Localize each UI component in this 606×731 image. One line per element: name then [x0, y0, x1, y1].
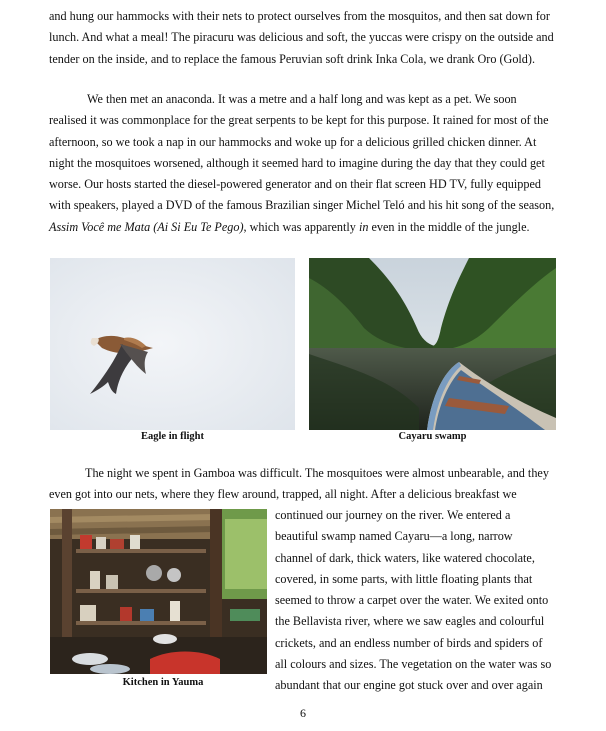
- paragraph-lunch: [49, 6, 557, 70]
- text-fragment: , which was apparently: [243, 219, 359, 234]
- text-line: the Bellavista river, where we saw eagles and colourful: [275, 614, 545, 629]
- text-line: even got into our nets, where they flew around, trapped, all night. After a delicious breakfast we: [49, 487, 517, 502]
- text-line: crickets, and an endless number of birds and spiders of: [275, 635, 543, 650]
- eagle-caption: Eagle in flight: [140, 431, 204, 442]
- emphasis-in: in: [358, 219, 369, 234]
- page-number: 6: [300, 706, 306, 720]
- text-line: abundant that our engine got stuck over and over again: [275, 678, 543, 693]
- paragraph-gamboa: [49, 463, 557, 506]
- text-line: channel of dark, thick waters, like watered chocolate,: [275, 550, 535, 565]
- paragraph-gamboa-wrap: [275, 505, 557, 697]
- text-fragment: even in the middle of the jungle.: [368, 219, 530, 234]
- text-line: worse. Our hosts started the diesel-powered generator and on their flat screen HD TV, fully equipped: [49, 177, 541, 192]
- text-line-last: [49, 217, 557, 238]
- swamp-photo: [309, 258, 556, 430]
- text-line: lunch. And what a meal! The piracuru was delicious and soft, the yuccas were crispy on the outside and: [49, 30, 554, 45]
- paragraph-anaconda: [49, 89, 557, 238]
- text-line: seemed to throw a carpet over the water. We exited onto: [275, 593, 549, 608]
- kitchen-caption: Kitchen in Yauma: [122, 677, 204, 688]
- text-line: night the mosquitoes worsened, although it seemed hard to imagine during the day that they could get: [49, 155, 545, 170]
- song-title: Assim Você me Mata (Ai Si Eu Te Pego): [49, 219, 244, 234]
- text-line: beautiful swamp named Cayaru—a long, narrow: [275, 529, 513, 544]
- text-line: tender on the inside, and to replace the famous Peruvian soft drink Inka Cola, we drank Oro (Gold).: [49, 51, 536, 66]
- text-line: We then met an anaconda. It was a metre and a half long and was kept as a pet. We soon: [87, 92, 517, 106]
- swamp-caption: Cayaru swamp: [398, 431, 467, 442]
- text-line: covered, in some parts, with little floating plants that: [275, 571, 533, 586]
- kitchen-photo: [50, 509, 267, 674]
- text-line: all colours and sizes. The vegetation on the water was so: [275, 657, 552, 672]
- text-line: and hung our hammocks with their nets to protect ourselves from the mosquitos, and then sat down for: [49, 9, 550, 23]
- text-line: afternoon, so we took a nap in our hammocks and woke up for a delicious grilled chicken dinner. At: [49, 134, 537, 149]
- text-line: with speakers, played a DVD of the famous Brazilian singer Michel Teló and his hit song of the season,: [49, 198, 555, 213]
- text-line: realised it was commonplace for the great serpents to be kept for this purpose. It rained for most of the: [49, 113, 549, 128]
- text-line: continued our journey on the river. We entered a: [275, 508, 511, 522]
- text-line: The night we spent in Gamboa was difficult. The mosquitoes were almost unbearable, and they: [85, 466, 549, 480]
- eagle-photo: [50, 258, 295, 430]
